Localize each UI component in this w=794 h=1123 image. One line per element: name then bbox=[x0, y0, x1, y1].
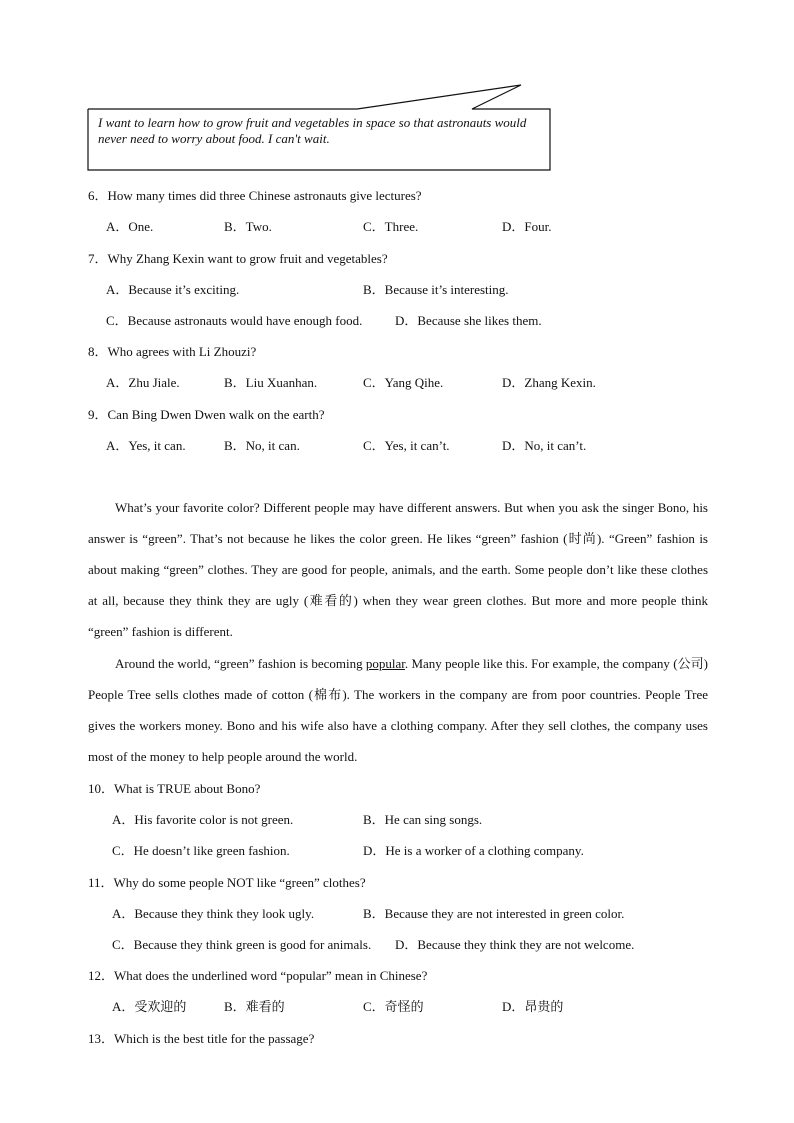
q11-option-c[interactable]: C．Because they think green is good for animals. bbox=[112, 937, 372, 952]
passage-p2-before: Around the world, “green” fashion is becoming bbox=[115, 656, 366, 671]
q9-option-d[interactable]: D．No, it can’t. bbox=[502, 438, 587, 453]
q10-option-c[interactable]: C．He doesn’t like green fashion. bbox=[112, 843, 290, 858]
q6-option-d[interactable]: D．Four. bbox=[502, 219, 552, 234]
q12-option-b[interactable]: B．难看的 bbox=[224, 999, 285, 1014]
question-6-stem: 6．How many times did three Chinese astronauts give lectures? bbox=[88, 188, 422, 203]
q12-option-c[interactable]: C．奇怪的 bbox=[363, 999, 424, 1014]
question-8-stem: 8．Who agrees with Li Zhouzi? bbox=[88, 344, 257, 359]
q8-option-a[interactable]: A．Zhu Jiale. bbox=[106, 375, 180, 390]
question-10-stem: 10．What is TRUE about Bono? bbox=[88, 781, 261, 796]
q6-option-b[interactable]: B．Two. bbox=[224, 219, 272, 234]
passage-p2-after: . Many people like this. For example, the company (公司) People Tree sells clothes made of cotton (棉布). The workers in the company are from poor countries. People Tree gives the workers money. Bono and his wife also have a clothing company. After they sell clothes, the company uses most of the money to help people around the world. bbox=[88, 656, 709, 764]
q7-option-b[interactable]: B．Because it’s interesting. bbox=[363, 282, 509, 297]
speech-bubble-text: I want to learn how to grow fruit and vegetables in space so that astronauts would never need to worry about food. I can't wait. bbox=[98, 115, 527, 146]
passage-paragraph-1: What’s your favorite color? Different people may have different answers. But when you ask the singer Bono, his answer is “green”. That’s not because he likes the color green. He likes “green” fashion (时尚). “Green” fashion is about making “green” clothes. They are good for people, animals, and the earth. Some people don’t like these clothes at all, because they think they are ugly (难看的) when they wear green clothes. But more and more people think “green” fashion is different. bbox=[88, 500, 708, 639]
q12-option-a[interactable]: A．受欢迎的 bbox=[112, 999, 187, 1014]
question-12-stem: 12．What does the underlined word “popular” mean in Chinese? bbox=[88, 968, 428, 983]
q11-option-d[interactable]: D．Because they think they are not welcome. bbox=[395, 937, 635, 952]
q7-option-c[interactable]: C．Because astronauts would have enough food. bbox=[106, 313, 363, 328]
q6-option-c[interactable]: C．Three. bbox=[363, 219, 419, 234]
passage-paragraph-2 bbox=[88, 648, 708, 772]
underlined-word-popular: popular bbox=[365, 656, 405, 671]
question-7-stem: 7．Why Zhang Kexin want to grow fruit and vegetables? bbox=[88, 251, 388, 266]
question-9-stem: 9．Can Bing Dwen Dwen walk on the earth? bbox=[88, 407, 325, 422]
q10-option-a[interactable]: A．His favorite color is not green. bbox=[112, 812, 294, 827]
q9-option-b[interactable]: B．No, it can. bbox=[224, 438, 300, 453]
q7-option-a[interactable]: A．Because it’s exciting. bbox=[106, 282, 240, 297]
q12-option-d[interactable]: D．昂贵的 bbox=[502, 999, 564, 1014]
q7-option-d[interactable]: D．Because she likes them. bbox=[395, 313, 542, 328]
q10-option-d[interactable]: D．He is a worker of a clothing company. bbox=[363, 843, 584, 858]
q10-option-b[interactable]: B．He can sing songs. bbox=[363, 812, 483, 827]
q8-option-b[interactable]: B．Liu Xuanhan. bbox=[224, 375, 318, 390]
q9-option-c[interactable]: C．Yes, it can’t. bbox=[363, 438, 450, 453]
question-13-stem: 13．Which is the best title for the passage? bbox=[88, 1031, 315, 1046]
q8-option-c[interactable]: C．Yang Qihe. bbox=[363, 375, 444, 390]
q11-option-b[interactable]: B．Because they are not interested in green color. bbox=[363, 906, 625, 921]
speech-bubble-frame bbox=[0, 0, 794, 200]
q11-option-a[interactable]: A．Because they think they look ugly. bbox=[112, 906, 315, 921]
q6-option-a[interactable]: A．One. bbox=[106, 219, 154, 234]
question-11-stem: 11．Why do some people NOT like “green” clothes? bbox=[88, 875, 366, 890]
q8-option-d[interactable]: D．Zhang Kexin. bbox=[502, 375, 596, 390]
q9-option-a[interactable]: A．Yes, it can. bbox=[106, 438, 186, 453]
